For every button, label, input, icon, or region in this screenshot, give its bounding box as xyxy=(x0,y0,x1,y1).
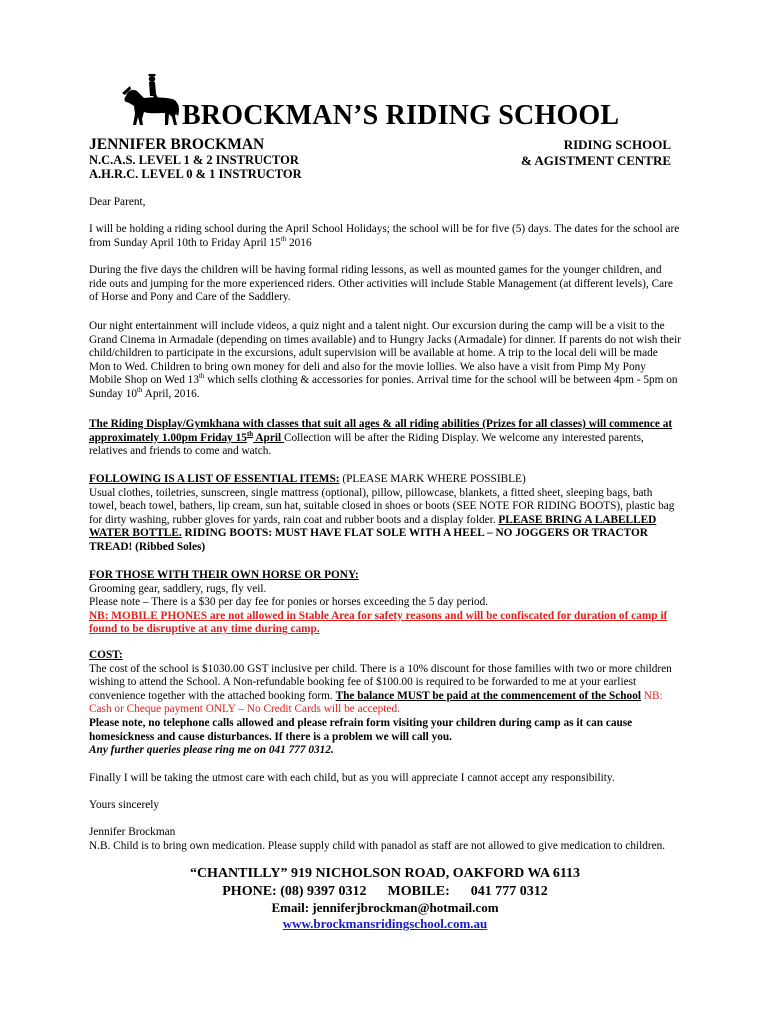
paragraph-dates: I will be holding a riding school during the April School Holidays; the school will be for five (5) days. The dates for the school are from Sunday April 10th to Friday April 15th 2016 xyxy=(89,223,680,249)
paragraph-entertainment: Our night entertainment will include videos, a quiz night and a talent night. Our excursion during the camp will be a visit to the Grand Cinema in Armadale (depending on times available) and to Hungry Jacks (Armadale) for dinner. If parents do not wish their child/children to participate in the excursions, adult supervision will be available at home. A trip to the local deli will be made Mon to Wed. Children to bring own money for deli and also for the movie lollies. We also have a visit from Pimp My Pony Mobile Shop on Wed 13th which sells clothing & accessories for ponies. Arrival time for the school will be between 4pm - 5pm on Sunday 10th April, 2016. xyxy=(89,320,681,400)
queries-note: Any further queries please ring me on 041 777 0312. xyxy=(89,744,334,757)
riding-boots-note: RIDING BOOTS: MUST HAVE FLAT SOLE WITH A HEEL – NO JOGGERS OR TRACTOR TREAD! (Ribbed Soles) xyxy=(89,527,648,553)
footer-email[interactable]: Email: jenniferjbrockman@hotmail.com xyxy=(271,900,499,915)
own-horse-heading: FOR THOSE WITH THEIR OWN HORSE OR PONY: xyxy=(89,569,359,581)
paragraph-riding-display: The Riding Display/Gymkhana with classes that suit all ages & all riding abilities (Prizes for all classes) will commence at approximately 1.00pm Friday 15th April Collection will be after the Riding Display. We welcome any interested parents, relatives and friends to come and watch. xyxy=(89,418,673,458)
balance-note: The balance MUST be paid at the commencement of the School xyxy=(335,689,641,702)
mobile-phones-warning: NB: MOBILE PHONES are not allowed in Stable Area for safety reasons and will be confiscated for duration of camp if found to be disruptive at any time during camp. xyxy=(89,609,668,636)
owner-name: JENNIFER BROCKMAN xyxy=(89,136,265,153)
qualification-2: A.H.R.C. LEVEL 0 & 1 INSTRUCTOR xyxy=(89,167,302,181)
water-bottle-note: PLEASE BRING A LABELLED WATER BOTTLE. xyxy=(89,513,657,540)
right-heading-2: & AGISTMENT CENTRE xyxy=(520,153,671,168)
closing: Yours sincerely xyxy=(89,799,160,811)
right-heading-1: RIDING SCHOOL xyxy=(563,137,671,152)
payment-note: NB: Cash or Cheque payment ONLY – No Credit Cards will be accepted. xyxy=(89,689,663,716)
cost-heading: COST: xyxy=(89,649,123,661)
paragraph-responsibility: Finally I will be taking the utmost care with each child, but as you will appreciate I cannot accept any responsibility. xyxy=(89,772,615,784)
footer-address: “CHANTILLY” 919 NICHOLSON ROAD, OAKFORD WA 6113 xyxy=(189,866,581,881)
signature-block xyxy=(89,826,681,853)
qualification-1: N.C.A.S. LEVEL 1 & 2 INSTRUCTOR xyxy=(89,153,299,167)
website-link[interactable]: www.brockmansridingschool.com.au xyxy=(282,916,488,931)
footer-website-row xyxy=(0,916,770,932)
paragraph-activities: During the five days the children will be having formal riding lessons, as well as mounted games for the younger children, and ride outs and jumping for the more experienced riders. Other activities will include Stable Management (at different levels), Care of Horse and Pony and Care of the Saddlery. xyxy=(89,264,673,304)
own-horse-section: FOR THOSE WITH THEIR OWN HORSE OR PONY: Grooming gear, saddlery, rugs, fly veil. Please note – There is a $30 per day fee for ponies or horses exceeding the 5 day period. NB: MOBILE PHONES are not allowed in Stable Area for safety reasons and will be confiscated for duration of camp if found to be disruptive at any time during camp. xyxy=(89,569,668,636)
essential-items-section: FOLLOWING IS A LIST OF ESSENTIAL ITEMS: (PLEASE MARK WHERE POSSIBLE) Usual clothes, toiletries, sunscreen, single mattress (optional), pillow, pillowcase, blankets, a fitted sheet, sleeping bags, bath towel, beach towel, bathers, lip cream, sun hat, suitable closed in shoes or boots (SEE NOTE FOR RIDING BOOTS), plastic bag for dirty washing, rubber gloves for yards, rain coat and rubber boots and a display folder. PLEASE BRING A LABELLED WATER BOTTLE. RIDING BOOTS: MUST HAVE FLAT SOLE WITH A HEEL – NO JOGGERS OR TRACTOR TREAD! (Ribbed Soles) xyxy=(89,473,675,553)
horse-and-rider-icon xyxy=(122,72,180,128)
footer-phones: PHONE: (08) 9397 0312 MOBILE: 041 777 0312 xyxy=(222,884,548,899)
school-name: BROCKMAN’S RIDING SCHOOL xyxy=(182,100,620,131)
no-phone-note: Please note, no telephone calls allowed and please refrain form visiting your children during camp as it can cause homesickness and cause disturbances. If there is a problem we will call you. xyxy=(89,716,633,743)
cost-section: COST: The cost of the school is $1030.00 GST inclusive per child. There is a 10% discount for those families with two or more children wishing to attend the School. A Non-refundable booking fee of $100.00 is required to be forwarded to me at your earliest convenience together with the attached booking form. The balance MUST be paid at the commencement of the School NB: Cash or Cheque payment ONLY – No Credit Cards will be accepted. Please note, no telephone calls allowed and please refrain form visiting your children during camp as it can cause homesickness and cause disturbances. If there is a problem we will call you. Any further queries please ring me on 041 777 0312. xyxy=(89,649,672,757)
signature-name: Jennifer Brockman xyxy=(89,826,176,838)
greeting: Dear Parent, xyxy=(89,196,146,208)
medication-note: N.B. Child is to bring own medication. Please supply child with panadol as staff are not allowed to give medication to children. xyxy=(89,839,666,852)
essential-items-heading: FOLLOWING IS A LIST OF ESSENTIAL ITEMS: xyxy=(89,473,340,485)
